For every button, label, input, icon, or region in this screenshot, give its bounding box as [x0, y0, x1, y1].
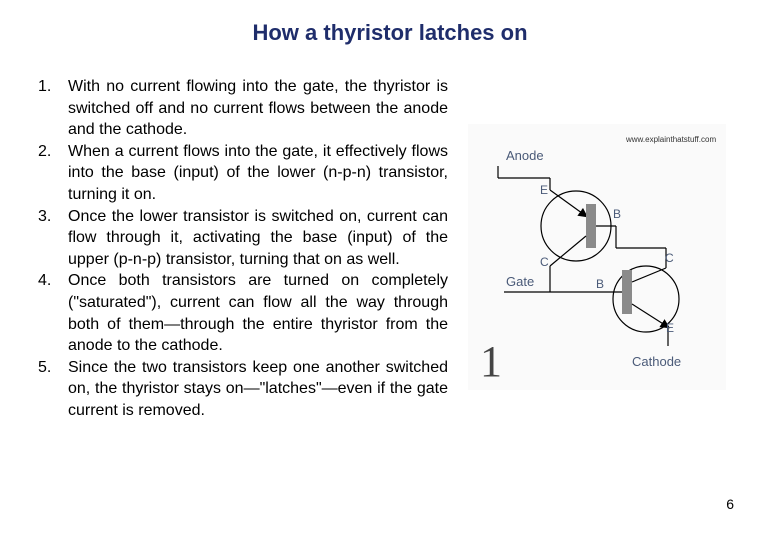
- item-text: When a current flows into the gate, it effectively flows into the base (input) of the lower (n-p-n) transistor, turning it on.: [68, 142, 448, 203]
- upper-b-label: B: [613, 207, 622, 221]
- item-text: With no current flowing into the gate, the thyristor is switched off and no current flows between the anode and the cathode.: [68, 78, 448, 139]
- lower-base-bar: [622, 270, 632, 314]
- list-item: [38, 141, 448, 206]
- lower-collector-wire: [632, 268, 666, 282]
- item-number: 1.: [38, 78, 52, 95]
- item-number: 4.: [38, 272, 52, 290]
- figure-number: 1: [480, 337, 502, 386]
- cathode-label: Cathode: [632, 354, 682, 369]
- lower-e-label: E: [666, 321, 675, 335]
- thyristor-circuit: [468, 124, 726, 390]
- website-label: www.explainthatstuff.com: [626, 135, 717, 144]
- upper-base-bar: [586, 204, 596, 248]
- item-text: Once the lower transistor is switched on, current can flow through it, activating the base (input) of the upper (p-n-p) transistor, turning that on as well.: [68, 207, 448, 268]
- lower-emitter-arrow: [632, 304, 668, 327]
- list-item: [38, 76, 448, 141]
- slide-title: How a thyristor latches on: [252, 20, 528, 45]
- gate-label: Gate: [506, 274, 535, 289]
- lower-c-label: C: [665, 251, 674, 265]
- lower-b-label: B: [596, 277, 605, 291]
- list-item: [38, 206, 448, 271]
- item-number: 3.: [38, 207, 52, 225]
- list-item: [38, 270, 448, 356]
- thyristor-diagram: [468, 124, 726, 390]
- item-text: Since the two transistors keep one another switched on, the thyristor stays on—"latches"—even if the gate current is removed.: [68, 358, 448, 419]
- upper-e-label: E: [540, 183, 549, 197]
- upper-emitter-arrow: [550, 190, 586, 216]
- upper-c-label: C: [540, 255, 549, 269]
- item-text: Once both transistors are turned on completely ("saturated"), current can flow all the way through both of them—through the entire thyristor from the anode to the cathode.: [68, 272, 448, 355]
- item-number: 2.: [38, 142, 52, 160]
- steps-list: [38, 76, 448, 422]
- list-item: [38, 357, 448, 422]
- page-number: 6: [726, 496, 734, 512]
- anode-label: Anode: [506, 148, 544, 163]
- item-number: 5.: [38, 358, 52, 376]
- upper-collector-wire: [550, 236, 586, 266]
